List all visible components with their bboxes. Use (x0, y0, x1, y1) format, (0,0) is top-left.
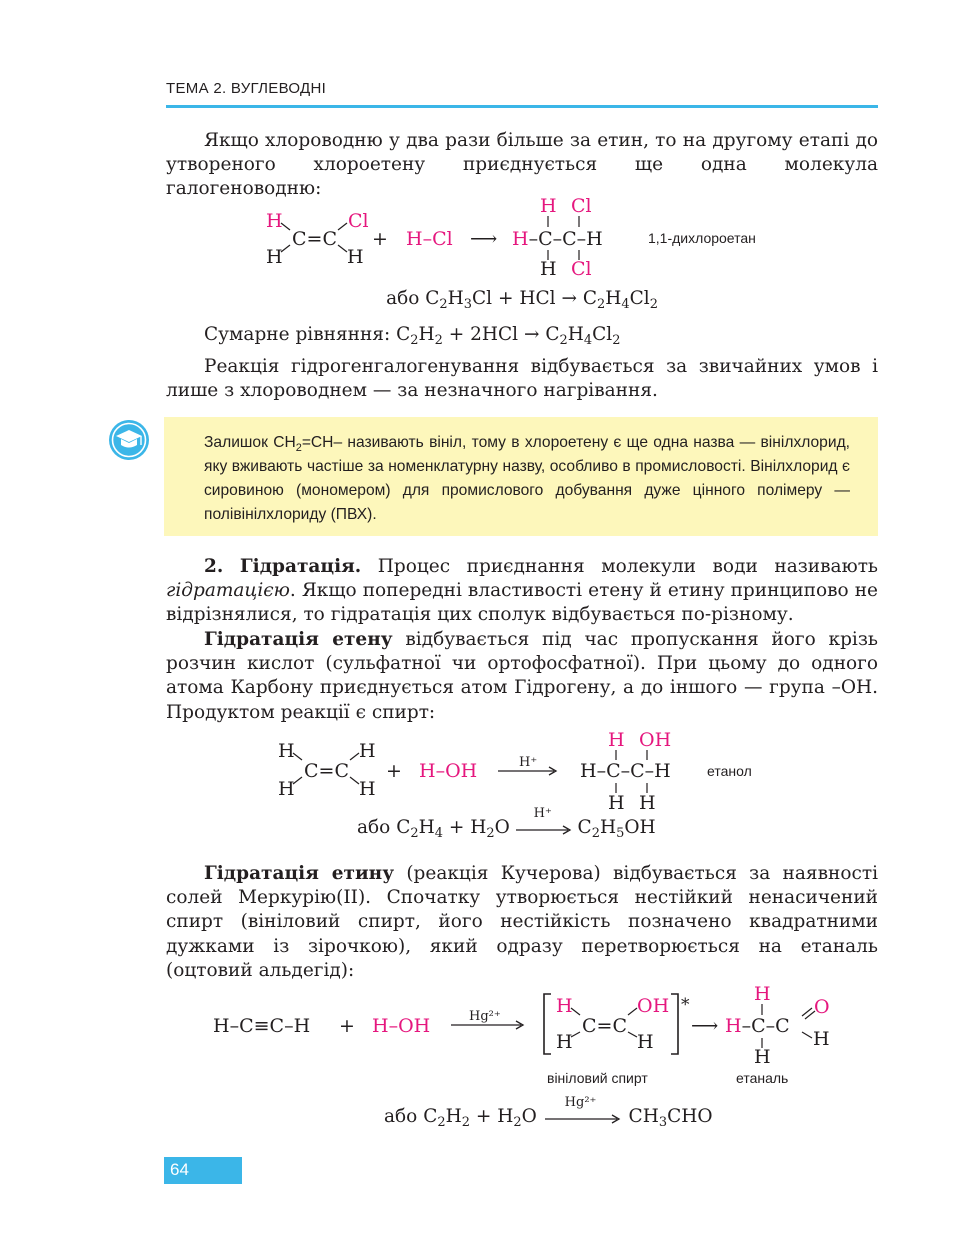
hydrohalogenation-text: Реакція гідрогенгалогенування відбувається за звичайних умов і лише з хлороводнем — за незначного нагрівання. (166, 356, 878, 402)
hydration-paragraph: 2. Гідратація. Процес приєднання молекули води називають гідратацією. Якщо попередні властивості етену й етину принципово не відрізнялися, то гідратація цих сполук відбувається по-різному. (166, 556, 878, 626)
svg-text:C=C: C=C (582, 1015, 627, 1037)
graduation-cap-icon (108, 419, 150, 461)
section-number: 2. (204, 556, 224, 577)
svg-text:C=C: C=C (292, 228, 337, 250)
summary-equation: Сумарне рівняння: $C_2H_2 + 2HCl \to C_2H_4Cl_2$ (204, 324, 621, 348)
label-vinyl-alcohol: вініловий спирт (547, 1070, 648, 1086)
header-rule (166, 105, 878, 108)
section-heading: Гідратація. (239, 556, 362, 577)
svg-text:H: H (266, 210, 283, 232)
page-number-badge (164, 1157, 242, 1184)
reaction-scheme-dichloroethane (250, 192, 810, 284)
running-header: ТЕМА 2. ВУГЛЕВОДНІ (166, 80, 327, 97)
info-note (164, 417, 878, 536)
svg-text:H: H (359, 740, 376, 762)
catalyst-h-plus: H⁺ (519, 755, 538, 770)
svg-text:OH: OH (637, 995, 670, 1017)
page-number: 64 (170, 1160, 189, 1179)
svg-text:C=C: C=C (304, 760, 349, 782)
ethyne-hydration-paragraph: Гідратація етину (реакція Кучерова) відбувається за наявності солей Меркурію(II). Спочатку утворюється нестійкий ненасичений спирт (вініловий спирт, його нестійкість позначено квадратними дужками із зірочкою), який одразу перетворюється на етаналь (оцтовий альдегід): (166, 863, 878, 981)
svg-text:⟶: ⟶ (470, 228, 498, 250)
product-label-dichloroethane: 1,1-дихлороетан (648, 230, 756, 246)
svg-text:H–Cl: H–Cl (406, 228, 453, 250)
svg-text:+: + (339, 1015, 355, 1037)
summary-prefix: Сумарне рівняння: (204, 324, 391, 345)
svg-text:H: H (637, 1031, 654, 1053)
reaction-scheme-ethanol (270, 727, 790, 819)
svg-text:H–C–C–H: H–C–C–H (580, 760, 671, 782)
svg-text:H–C–C: H–C–C (725, 1015, 790, 1037)
svg-text:H: H (754, 1046, 771, 1068)
product-label-ethanol: етанол (707, 763, 752, 779)
intro-text: Якщо хлороводню у два рази більше за етин, то на другому етапі до утвореного хлороетену приєднується ще одна молекула галогеноводню: (166, 130, 878, 200)
svg-text:H: H (359, 778, 376, 800)
alt-prefix-1: або (386, 288, 420, 309)
alt-equation-3: або $C_2H_2 + H_2O$ Hg²⁺ $CH_3CHO$ (384, 1095, 713, 1130)
svg-text:Cl: Cl (571, 195, 592, 217)
svg-text:+: + (386, 760, 402, 782)
svg-text:*: * (681, 995, 690, 1015)
alt-equation-2: або $C_2H_4 + H_2O$ H⁺ $C_2H_5OH$ (357, 806, 656, 841)
svg-text:H: H (347, 246, 364, 268)
hydrohalogenation-paragraph (166, 355, 878, 403)
ethyne-hydration-heading: Гідратація етину (204, 863, 395, 884)
svg-text:H–OH: H–OH (419, 760, 478, 782)
svg-text:H: H (540, 258, 557, 280)
ethene-hydration-heading: Гідратація етену (204, 629, 393, 650)
svg-text:H: H (556, 1031, 573, 1053)
svg-text:H–OH: H–OH (372, 1015, 431, 1037)
intro-paragraph (166, 129, 878, 202)
svg-text:+: + (372, 228, 388, 250)
catalyst-mercury: Hg²⁺ (469, 1009, 501, 1024)
svg-text:H: H (266, 246, 283, 268)
svg-text:H: H (556, 995, 573, 1017)
alt-equation-1: або $C_2H_3Cl$ + HCl → $C_2H_4Cl_2$ (386, 288, 658, 312)
svg-text:H: H (813, 1028, 830, 1050)
note-text: Залишок $CH_2=CH-$ називають вініл, тому в хлороетену є ще одна назва — вінілхлорид, яку вживають частіше за номенклатурну назву, особливо в промисловості. Вінілхлорид є сировиною (мономером) для промислового добування дуже цінного полімеру — полівінілхлориду (ПВХ). (204, 434, 850, 523)
svg-text:Cl: Cl (571, 258, 592, 280)
label-ethanal: етаналь (736, 1070, 789, 1086)
hydration-term: гідратацією (166, 580, 290, 602)
svg-text:H: H (639, 792, 656, 814)
svg-text:H: H (278, 778, 295, 800)
reaction-scheme-ethanal (205, 982, 865, 1090)
ethene-hydration-paragraph: Гідратація етену відбувається під час пропускання його крізь розчин кислот (сульфатної чи ортофосфатної). При цьому до одного атома Карбону приєднується атом Гідрогену, а до іншого — група –OH. Продуктом реакції є спирт: (166, 629, 878, 723)
svg-text:OH: OH (639, 729, 672, 751)
svg-text:H: H (278, 740, 295, 762)
svg-text:⟶: ⟶ (691, 1015, 719, 1037)
svg-text:H–C≡C–H: H–C≡C–H (213, 1015, 311, 1037)
svg-text:H: H (608, 792, 625, 814)
svg-text:Cl: Cl (348, 210, 369, 232)
svg-text:H: H (608, 729, 625, 751)
svg-text:O: O (814, 996, 830, 1018)
svg-text:H: H (540, 195, 557, 217)
svg-text:H–C–C–H: H–C–C–H (512, 228, 603, 250)
svg-text:H: H (754, 983, 771, 1005)
